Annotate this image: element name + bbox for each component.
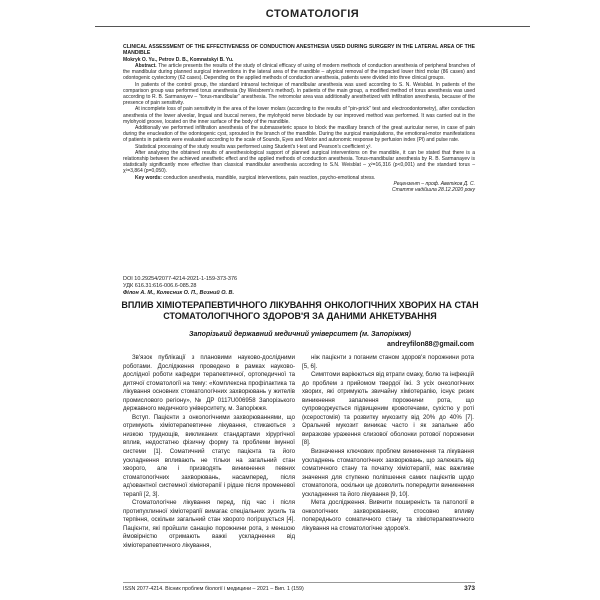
- abstract-text: The article presents the results of the study of clinical efficacy of using of modern methods of conduction anesthesia of peripheral branches of the mandibular during planned surgical interventions in the lateral area of the mandible – atypical removal of the impacted lower third molar (86 cases) and odontogenic cystectomy (62 cases). Depending on the applied methods of conduction anesthesia, patients were divided into three clinical groups.: [123, 63, 475, 82]
- english-paragraph: At incomplete loss of pain sensitivity in the area of the lower molars (according to the results of "pin-prick" test and electroodontometry), after conduction anesthesia of the lower alveolar, lingual and buccal nerves, the mylohyoid nerve blockade by our improved method was performed. It was carried out in the mylohyoid groove, located on the inner surface of the body of the mandible.: [123, 106, 475, 125]
- body-paragraph: ніж пацієнти з поганим станом здоров'я порожнини рота [5, 6].: [302, 354, 474, 370]
- section-header: [95, 8, 530, 27]
- keywords-text: conduction anesthesia, mandible, surgical interventions, pain reaction, psycho-emotional stress.: [163, 174, 376, 181]
- page-footer: [123, 582, 475, 595]
- english-abstract-block: [123, 44, 475, 193]
- affiliation: Запорізький державний медичний університет (м. Запоріжжя): [189, 331, 411, 338]
- article-title: ВПЛИВ ХІМІОТЕРАПЕВТИЧНОГО ЛІКУВАННЯ ОНКОЛОГІЧНИХ ХВОРИХ НА СТАН СТОМАТОЛОГІЧНОГО ЗДОРОВ'Я ЗА ДАНИМИ АНКЕТУВАННЯ: [121, 300, 479, 321]
- right-column: [302, 354, 474, 533]
- body-paragraph: Симптоми варіюються від втрати смаку, болю та інфекцій до проблем з прийомом твердої їжі. З усіх онкологічних хворих, які отримують звичайну хіміотерапію, існує ризик виникнення запалення порожнини рота, що супроводжується підвищеним кровотечами, сухістю у роті (ксеростомія) та розвитку мукозиту від 20% до 40% [7]. Оральний мукозит виникає часто і як запальне або виразкове ураження слизової оболонки ротової порожнини [8].: [302, 371, 474, 447]
- english-paragraph: Additionally we performed infiltration anesthesia of the submasseteric space to block the maxillary branch of the great auricular nerve, in case of pain during the enucleation of the odontogenic cyst, sprouted in the branch of the mandible. During the surgical manipulations, the emotional-motor manifestations of patients in patients were evaluated according to the scale of Sounds, Eyes and Motor and autonomic response by perfusion index (PI) and pulse rate.: [123, 125, 475, 144]
- english-article-title: CLINICAL ASSESSMENT OF THE EFFECTIVENESS OF CONDUCTION ANESTHESIA USED DURING SURGERY IN THE LATERAL AREA OF THE MANDIBLE: [123, 44, 475, 57]
- article-meta: [123, 276, 475, 296]
- body-paragraph: Мета дослідження. Вивчити поширеність та патології в онкологічних захворюваннях, стосовно впливу попереднього соматичного стану та хіміотерапевтичного лікування на стоматологічне здоров'я.: [302, 499, 474, 532]
- english-abstract: [123, 63, 475, 82]
- reviewer-note: Рецензент – проф. Аветіков Д. С.: [393, 180, 475, 187]
- received-note: Стаття надійшла 28.12.2020 року: [392, 187, 475, 194]
- journal-citation: ISSN 2077-4214. Вісник проблем біології і медицини – 2021 – Вип. 1 (159): [123, 586, 304, 592]
- body-paragraph: Визначення ключових проблем виникнення та лікування ускладнень стоматологічних захворювань, що залежать від соматичного стану та початку хіміотерапії, має важливе значення для ступеню поліпшення самих пацієнтів щодо стоматолога, оскільки це дозволить попередити виникнення ускладнення та його лікування [9, 10].: [302, 448, 474, 498]
- abstract-label: Abstract.: [135, 63, 157, 70]
- left-column: [123, 354, 295, 551]
- contact-email: andreyfilon88@gmail.com: [387, 341, 474, 348]
- body-paragraph: Зв'язок публікації з плановими науково-дослідними роботами. Дослідження проведено в рамках науково-дослідної роботи кафедри терапевтичної, ортопедичної та дитячої стоматології на тему: «Комплексна профілактика та лікування основних стоматологічних захворювань у жителів промислового регіону», № ДР 0117U006958 Запорізького державного медичного університету, м. Запоріжжя.: [123, 354, 295, 413]
- english-paragraph: After analyzing the obtained results of anesthesiological support of planned surgical interventions on the mandible, it can be stated that there is a relationship between the achieved anesthetic effect and the applied methods of conduction anesthesia. Torus-mandibular anesthesia by R. B. Sarmanayev is statistically significantly more effective than classical mandibular anesthesia according to S.N. Weisblat – χ²=16,316 (p<0,001) and the standard torus – χ²=3,864 (p=0,050).: [123, 149, 475, 175]
- section-title: СТОМАТОЛОГІЯ: [265, 8, 360, 20]
- english-paragraph: In patients of the control group, the standard intraoral technique of mandibular anesthesia was used according to S. N. Weisblat. In patients of the comparison group was performed torus anesthesia (by Weisbrem's method). In patients of the main group, a modified method of torus anesthesia was used according to R. B. Sarmanayev – "torus-mandibular" anesthesia. The retromolar area was additionally anesthetized with infiltration anesthesia, because of the presence of pain sensitivity.: [123, 81, 475, 107]
- article-authors: Філон А. М., Колесник О. П., Возний О. В.: [123, 289, 235, 296]
- doi-line: DOI 10.29254/2077-4214-2021-1-159-373-376: [123, 276, 238, 282]
- keywords-label: Key words:: [135, 174, 162, 181]
- english-paragraph: Statistical processing of the study results was performed using Student's t-test and Pearson's coefficient χ².: [135, 143, 372, 150]
- page-number: 373: [464, 585, 475, 592]
- body-paragraph: Вступ. Пацієнти з онкологічними захворюваннями, що отримують хіміотерапевтичне лікування, стикаються з низкою труднощів, викликаних стандартами хірургічної вплив, недостатню фізичну форму та проблеми імунної системи [1]. Соматичний статус пацієнта та його ускладнення впливають не тільки на загальний стан хворого, але і призводять виникнення певних стоматологічних захворювань, насамперед, після ад'ювантної системної хіміотерапії і рідше після променевої терапії [2, 3].: [123, 413, 295, 498]
- body-paragraph: Стоматологічне лікування перед, під час і після протипухлинної хіміотерапії вимагає спеціальних зусиль та терпіння, оскільки загальний стан хворого погіршується [4]. Пацієнти, які пройшли санацію порожнини рота, з меншою ймовірністю отримають важкі ускладнення від хіміотерапевтичного лікування,: [123, 499, 295, 550]
- udk-line: УДК 616.31:616-006.6-085.28: [123, 282, 197, 289]
- english-authors: Mokryk O. Yu., Petrov D. B., Komnatskyi B. Yu.: [123, 56, 234, 63]
